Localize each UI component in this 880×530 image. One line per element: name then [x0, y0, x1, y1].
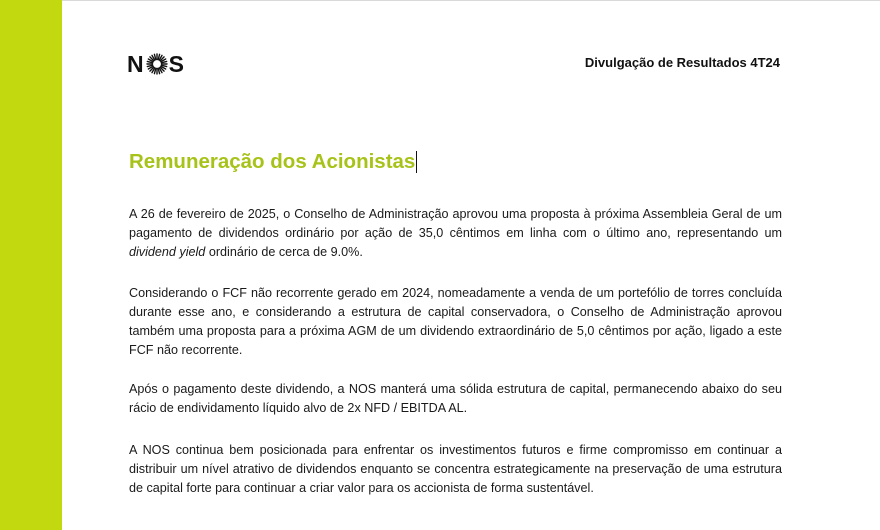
- sunburst-icon: [146, 53, 168, 75]
- paragraph-outlook: A NOS continua bem posicionada para enfrentar os investimentos futuros e firme compromisso em continuar a distribuir um nível atrativo de dividendos enquanto se concentra estrategicamente na preservação de uma estrutura de capital forte para continuar a criar valor para os accionista de forma sustentável.: [129, 443, 782, 495]
- paragraph-1-end: ordinário de cerca de 9.0%.: [205, 245, 363, 259]
- paragraph-extraordinary-dividend: Considerando o FCF não recorrente gerado em 2024, nomeadamente a venda de um portefólio de torres concluída durante esse ano, e considerando a estrutura de capital conservadora, o Conselho de Administração aprovou também uma proposta para a próxima AGM de um dividendo extraordinário de 5,0 cêntimos por ação, ligado a este FCF não recorrente.: [129, 286, 782, 357]
- accent-side-bar: [0, 0, 62, 530]
- paragraph-capital-structure: Após o pagamento deste dividendo, a NOS manterá uma sólida estrutura de capital, permanecendo abaixo do seu rácio de endividamento líquido alvo de 2x NFD / EBITDA AL.: [129, 382, 782, 415]
- top-border: [62, 0, 880, 1]
- section-heading[interactable]: [129, 150, 417, 174]
- logo-letter-s: S: [168, 51, 184, 77]
- nos-logo: [127, 52, 184, 76]
- text-cursor: [416, 151, 417, 173]
- report-title: Divulgação de Resultados 4T24: [584, 55, 780, 70]
- section-heading-text: Remuneração dos Acionistas: [129, 150, 416, 173]
- paragraph-dividend-proposal: [129, 205, 782, 262]
- dividend-yield-italic: dividend yield: [129, 245, 206, 259]
- logo-letter-n: N: [127, 51, 144, 77]
- paragraph-1-text: A 26 de fevereiro de 2025, o Conselho de Administração aprovou uma proposta à próxima Assembleia Geral de um pagamento de dividendos ordinário por ação de 35,0 cêntimos em linha com o último ano, representando um: [129, 207, 782, 240]
